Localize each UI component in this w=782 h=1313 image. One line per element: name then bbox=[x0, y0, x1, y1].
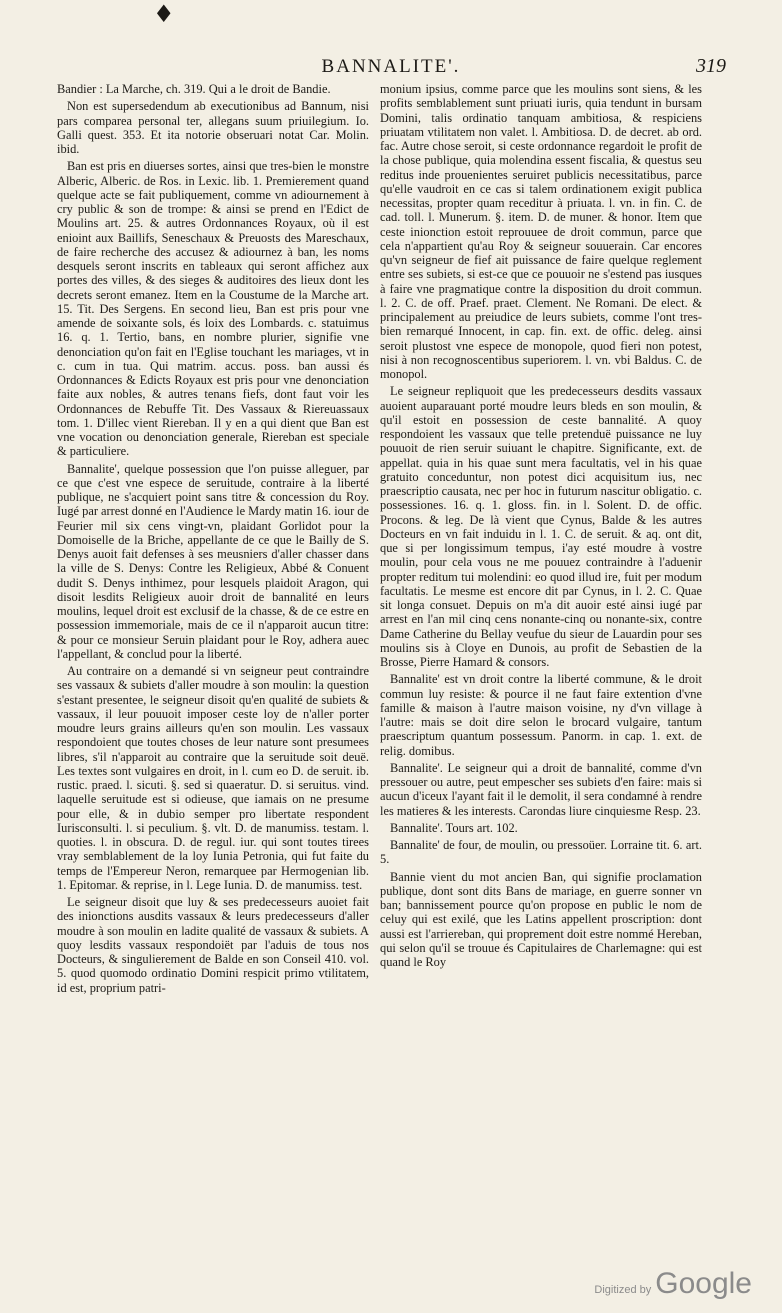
paragraph: Bannalite', quelque possession que l'on puisse alleguer, par ce que c'est vne espece de seruitude, contraire à la liberté publique, ne s'acquiert point sans titre & concession du Roy. Iugé par arrest donné en l'Audience le Mardy matin 16. iour de Feurier mil six cens vingt-vn, plaidant Gorlidot pour la Domoiselle de la Briche, appellante de ce que le Bailly de S. Denys auoit fait defenses à ses meusniers d'aller chasser dans la ville de S. Denys: Contre les Religieux, Abbé & Conuent dudit S. Denys inthimez, pour lesquels plaidoit Aragon, qui disoit lesdits Religieux auoir droit de bannalité en leurs moulins, lequel droit est exclusif de la chasse, & de ce estre en possession immemoriale, mais de ce il n'apparoit aucun titre: & pour ce monsieur Seruin plaidant pour le Roy, adhera auec l'appellant, & conclud pour la liberté. bbox=[57, 461, 369, 661]
digitization-watermark bbox=[594, 1267, 752, 1301]
running-head: BANNALITE'. bbox=[321, 56, 461, 77]
paragraph: Bandier : La Marche, ch. 319. Qui a le droit de Bandie. bbox=[57, 82, 331, 96]
left-column bbox=[57, 82, 369, 998]
paragraph: Ban est pris en diuerses sortes, ainsi que tres-bien le monstre Alberic, Alberic. de Ros. in Lexic. lib. 1. Premierement quand quelque acte se fait publiquement, comme vn adiournement à cry public & son de trompe: & ainsi se prend en l'Edict de Moulins art. 25. & autres Ordonnances Royaux, où il est enioint aux Baillifs, Seneschaux & Preuosts des Mareschaux, de faire recherche des accusez & adiournez à ban, les noms desquels seront inscrits en tableaux qui seront affichez aux portes des villes, & des sieges & auditoires des lieux dont les decrets seront emanez. Item en la Coustume de la Marche art. 15. Tit. Des Sergens. En second lieu, Ban est pris pour vne amende de soixante sols, és loix des Lombards. c. statuimus 16. q. 1. Tertio, bans, en nombre plurier, signifie vne denonciation qu'on fait en l'Eglise touchant les mariages, vt in c. cum in tua. Qui matrim. accus. poss. ban aussi és Ordonnances & Edicts Royaux est pris pour vne denonciation faite aux nobles, & autres tenans fiefs, dont faut voir les Ordonnances de Rebuffe Tit. Des Vassaux & Riereuassaux tom. 1. D'illec vient Riereban. Il y en a qui dient que Ban est vne vocation ou denonciation generale, Riereban est speciale & particuliere. bbox=[57, 159, 369, 459]
paragraph: Le seigneur disoit que luy & ses predecesseurs auoiet fait des inionctions ausdits vassaux & leurs predecesseurs d'aller moudre à son moulin en ladite qualité de vassaux & subiets. A quoy lesdits vassaux respondoiët par l'aduis de tous nos Docteurs, & singulierement de Balde en son Conseil 410. vol. 5. quod quomodo ordinatio Domini respicit primo vtilitatem, id est, proprium patri- bbox=[57, 895, 369, 995]
paragraph: Bannie vient du mot ancien Ban, qui signifie proclamation publique, dont sont dits Bans de mariage, en guerre sonner vn ban; bannissement pource qu'on propose en public le nom de celuy qui est exilé, que les Latins appellent proscription: dont aussi est l'arriereban, qui proprement doit estre nommé Hereban, qui selon qu'il se trouue és Capitulaires de Charlemagne: qui est quand le Roy bbox=[380, 869, 702, 969]
right-column bbox=[380, 82, 702, 972]
paragraph: Bannalite'. Le seigneur qui a droit de bannalité, comme d'vn pressouer ou autre, peut empescher ses subiets d'en faire: mais si aucun d'iceux l'ayant fait il le demolit, il sera condamné à rendre les matieres & les interests. Carondas liure cinquiesme Resp. 23. bbox=[380, 760, 702, 818]
page-number: 319 bbox=[696, 55, 726, 77]
google-logo: Google bbox=[655, 1267, 752, 1300]
digitized-by-label: Digitized by bbox=[594, 1284, 652, 1296]
paragraph: Le seigneur repliquoit que les predecesseurs desdits vassaux auoient auparauant porté moudre leurs bleds en son moulin, & qu'il estoit en possession de ceste bannalité. A quoy respondoient les vassaux que telle pretenduë puissance ne luy pouuoit de rien seruir suiuant le chapitre. Significante, ext. de appellat. quia in his quae sunt mera facultatis, vel in his quae gratuito conceduntur, non potest dici acquisitum ius, nec praescriptio causata, nec per hoc in futurum nascitur obligatio. c. possessiones. 16. q. 1. gloss. fin. in l. Solent. D. de offic. Procons. & leg. De là vient que Cynus, Balde & les autres Docteurs en vn fait induidu in l. 1. C. de seruit. & aq. ont dit, que si per longissimum tempus, i'ay esté moudre à vostre moulin, pour cela vous ne me pouuez contraindre à l'aduenir propter reditum tui molendini: eo quod illud ire, fuit per modum facultatis. Le mesme est encore dit par Cynus, in l. 2. C. Quae sit longa consuet. Depuis on m'a dit auoir esté ainsi iugé par arrest en l'an mil cinq cens nonante-cinq ou nonante-six, contre Dame Catherine du Bellay veufue du sieur de Lauardin pour ses moulins sis à Cloye en Dunois, au profit de Sebastien de la Brosse, Pierre Hamard & consors. bbox=[380, 384, 702, 669]
paragraph: Bannalite' de four, de moulin, ou pressoüer. Lorraine tit. 6. art. 5. bbox=[380, 838, 702, 867]
paragraph: Bannalite'. Tours art. 102. bbox=[390, 820, 518, 835]
ornament-mark: ♦ bbox=[153, 0, 175, 28]
paragraph: Au contraire on a demandé si vn seigneur peut contraindre ses vassaux & subiets d'aller moudre à son moulin: la question s'estant presentee, le seigneur disoit qu'en qualité de subiets & vassaux, il leur pouuoit imposer ceste loy de n'aller porter moudre leurs grains ailleurs qu'en son moulin. Les vassaux respondoient que toutes choses de leur nature sont presumees libres, s'il n'apparoit au contraire que la seruitude soit deuë. Les textes sont vulgaires en droit, in l. cum eo D. de seruit. ib. rustic. praed. l. sicuti. §. sed si quaeratur. D. si seruitus. vind. laquelle seruitude est si odieuse, que iamais on ne presume pour elle, & in dubio semper pro libertate respondent Iurisconsulti. l. si peculium. §. vlt. D. de manumiss. testam. l. quoties. l. in obscura. D. de regul. iur. qui sont toutes tirees vray semblablement de la loy Iunia Petronia, qui fut faite du temps de l'Empereur Neron, remarquee par Hermogenian lib. 1. Epitomar. & reprise, in l. Lege Iunia. D. de manumiss. test. bbox=[57, 664, 369, 892]
paragraph: monium ipsius, comme parce que les moulins sont siens, & les profits semblablement sunt priuati iuris, quia tendunt in bursam Domini, talis ordinatio tanquam ambitiosa, & respiciens priuatam vtilitatem non valet. l. Ambitiosa. D. de decret. ab ord. fac. Autre chose seroit, si ceste ordonnance regardoit le profit de la chose publique, quia molendina essent fiscalia, & questus seu reditus inde prouenientes seruiret publicis necessitatibus, parce qu'elle vaudroit en ce cas si talem ordinationem exigit publica necessitas, propter quam receditur à priuata. l. vn. in fin. C. de cad. toll. l. Munerum. §. item. D. de muner. & honor. Item que ceste inionction estoit reprouuee de droit commun, parce que cela n'appartient qu'au Roy & seigneur souuerain. Car encores qu'vn seigneur de fief ait puissance de faire quelque reglement entre ses subiets, si est-ce que ce pouuoir ne s'estend pas iusques à faire vne pragmatique contre la disposition du droit commun. l. 2. C. de off. Praef. praet. Clement. Ne Romani. De elect. & principalement au preiudice de leurs subiets, comme l'ont tres-bien remarqué Innocent, in cap. fin. ext. de offic. deleg. ainsi seroit plustost vne espece de monopole, quod fieri non potest, nisi à non recognoscentibus superiorem. l. vn. vbi Baldus. C. de monopol. bbox=[380, 82, 702, 381]
paragraph: Non est supersedendum ab executionibus ad Bannum, nisi pars comparea personal ter, allegans suum priuilegium. Io. Galli quest. 353. Et ita notorie obseruari notat Car. Molin. ibid. bbox=[57, 99, 369, 156]
paragraph: Bannalite' est vn droit contre la liberté commune, & le droit commun luy resiste: & pource il ne faut faire extention d'vne famille & maison à l'autre maison voisine, ny d'vn village à l'autre: mais se doit dire selon le brocard vulgaire, tantum praescriptum quantum possessum. Panorm. in cap. 1. ext. de relig. domibus. bbox=[380, 672, 702, 758]
